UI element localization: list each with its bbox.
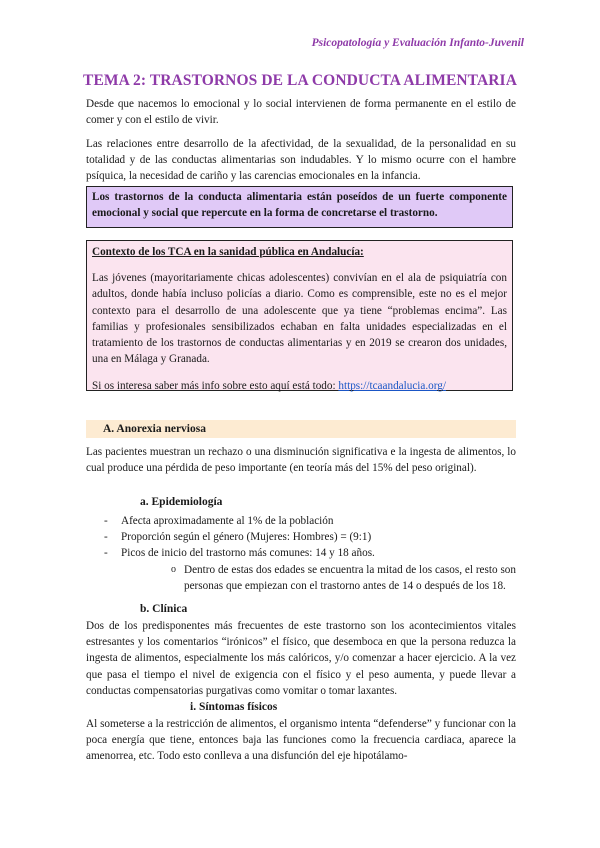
list-item-text: Picos de inicio del trastorno más comunes: 14 y 18 años. <box>121 547 375 560</box>
dash-marker: - <box>104 531 108 544</box>
highlight-box <box>86 186 513 228</box>
anorexia-description: Las pacientes muestran un rechazo o una disminución significativa e la ingesta de alimentos, lo cual produce una pérdida de peso importante (en teoría más del 15% del peso original). <box>86 446 516 475</box>
nested-list-container <box>86 562 516 594</box>
running-header: Psicopatología y Evaluación Infanto-Juvenil <box>311 37 524 49</box>
list-item <box>86 529 516 545</box>
subheading-epidemiologia: a. Epidemiología <box>140 496 223 508</box>
list-item <box>86 545 516 561</box>
epidemiologia-sublist <box>86 562 516 594</box>
context-box-text: Las jóvenes (mayoritariamente chicas adolescentes) convivían en el ala de psiquiatría con adultos, donde había incluso policías a diario. Como es comprensible, este no es el mejor contexto para el desarrollo de una adolescente que ya tiene “problemas encima”. Las familias y profesionales sensibilizados echaban en falta unidades especializadas en el tratamiento de los trastornos de conductas alimentarias y en 2019 se crearon dos unidades, una en Málaga y Granada. <box>92 272 507 366</box>
dash-marker: - <box>104 515 108 527</box>
context-box-title: Contexto de los TCA en la sanidad pública en Andalucía: <box>92 246 364 258</box>
section-heading-anorexia: A. Anorexia nerviosa <box>86 420 516 438</box>
clinica-text: Dos de los predisponentes más frecuentes de este trastorno son los acontecimientos vitales estresantes y los comentarios “irónicos” el físico, que desemboca en que la persona reduzca la ingesta de alimentos, especialmente los más calóricos, y/o comenzar a hacer ejercicio. A la vez que pasa el tiempo el nivel de exigencia con el físico y el peso aumenta, y puede llevar a conductas compensatorias purgativas como vomitar o tomar laxantes. <box>86 620 516 697</box>
sub-list-item-text: Dentro de estas dos edades se encuentra la mitad de los casos, el resto son personas que empiezan con el trastorno antes de 14 o después de los 18. <box>184 563 516 592</box>
context-box <box>86 240 513 391</box>
link-prefix: Si os interesa saber más info sobre esto aquí está todo: <box>92 380 339 393</box>
list-item-text: Afecta aproximadamente al 1% de la población <box>121 515 334 527</box>
tcaandalucia-link[interactable]: https://tcaandalucia.org/ <box>338 380 446 393</box>
circle-marker: o <box>171 563 176 575</box>
page-title: TEMA 2: TRASTORNOS DE LA CONDUCTA ALIMENTARIA <box>83 72 517 89</box>
subheading-sintomas-fisicos: i. Síntomas físicos <box>190 701 278 713</box>
subheading-clinica: b. Clínica <box>140 603 188 615</box>
epidemiologia-list <box>86 513 516 594</box>
list-item <box>86 513 516 529</box>
dash-marker: - <box>104 547 108 560</box>
sintomas-text: Al someterse a la restricción de alimentos, el organismo intenta “defenderse” y funcionar con la poca energía que tiene, entonces baja las funciones como la frecuencia cardiaca, aparece la amenorrea, etc. Todo esto conlleva a una disfunción del eje hipotálamo- <box>86 718 516 763</box>
highlight-text: Los trastornos de la conducta alimentaria están poseídos de un fuerte componente emocional y social que repercute en la forma de concretarse el trastorno. <box>92 191 507 219</box>
context-box-link-line <box>92 378 507 394</box>
list-item-text: Proporción según el género (Mujeres: Hombres) = (9:1) <box>121 531 372 544</box>
intro-paragraph-2: Las relaciones entre desarrollo de la afectividad, de la sexualidad, de la personalidad en su totalidad y de las conductas alimentarias son indudables. Y lo mismo ocurre con el hambre psíquica, la necesidad de cariño y las carencias emocionales en la infancia. <box>86 138 516 183</box>
sub-list-item <box>86 562 516 594</box>
intro-paragraph-1: Desde que nacemos lo emocional y lo social intervienen de forma permanente en el estilo de comer y con el estilo de vivir. <box>86 98 516 127</box>
